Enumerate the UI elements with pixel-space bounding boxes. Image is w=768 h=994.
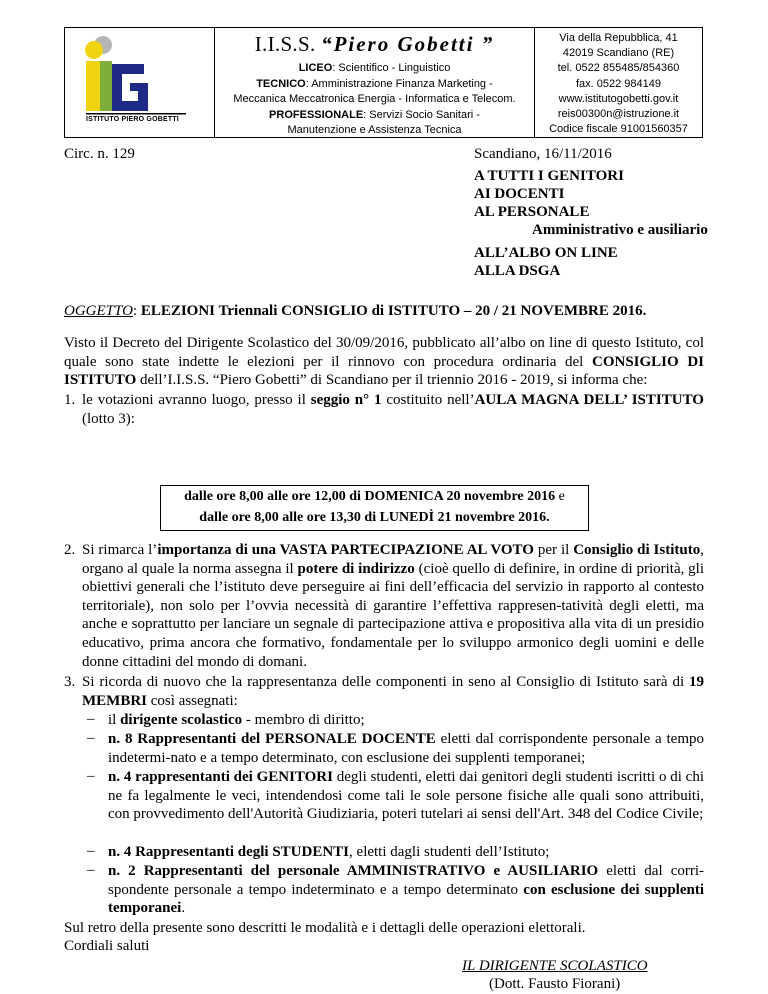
signature-title: IL DIRIGENTE SCOLASTICO: [462, 958, 648, 974]
circular-number: Circ. n. 129: [64, 146, 135, 162]
greeting: Cordiali saluti: [64, 938, 150, 954]
dash-bullet: –: [87, 862, 95, 878]
logo-text: ISTITUTO PIERO GOBETTI: [86, 116, 179, 123]
item-number-3: 3.: [64, 674, 76, 690]
list-item: n. 2 Rappresentanti del personale AMMINISTRATIVO e AUSILIARIO eletti dal corri-spondente personale a tempo indeterminato e a tempo determinato con esclusione dei supplenti temporanei.: [108, 863, 705, 917]
list-item: n. 4 Rappresentanti degli STUDENTI, eletti dagli studenti dell’Istituto;: [108, 844, 550, 860]
voting-hours-box: dalle ore 8,00 alle ore 12,00 di DOMENICA 20 novembre 2016 e dalle ore 8,00 alle ore 13,30 di LUNEDÌ 21 novembre 2016.: [160, 485, 589, 531]
item-number-2: 2.: [64, 542, 76, 558]
closing-note: Sul retro della presente sono descritti le modalità e i dettagli delle operazioni elettorali.: [64, 920, 586, 936]
school-info: [215, 28, 535, 137]
list-item: n. 4 rappresentanti dei GENITORI degli studenti, eletti dai genitori degli studenti iscritti o di chi ne fa legalmente le veci, intendendosi come tali le sole persone fisiche alle quali sono attribuiti, con provvedimento dell'Autorità Giudiziaria, poteri tutelari ai sensi dell'Art. 348 del Codice Civile;: [108, 769, 704, 823]
list-item: il dirigente scolastico - membro di diritto;: [108, 712, 365, 728]
dash-bullet: –: [87, 730, 95, 746]
letterhead: [64, 27, 703, 138]
item-number-1: 1.: [64, 392, 76, 408]
subject: OGGETTO: ELEZIONI Triennali CONSIGLIO di ISTITUTO – 20 / 21 NOVEMBRE 2016.: [64, 303, 647, 319]
school-courses: LICEO: Scientifico - Linguistico TECNICO: Amministrazione Finanza Marketing - Meccanica Meccatronica Energia - Informatica e Telecom. PROFESSIONALE: Servizi Socio Sanitari - Manutenzione e Assistenza Tecnica: [233, 62, 516, 136]
paragraph-2: Si rimarca l’importanza di una VASTA PARTECIPAZIONE AL VOTO per il Consiglio di Istituto, organo al quale la norma assegna il potere di indirizzo (cioè quello di definire, in ordine di priorità, gli obiettivi generali che l’istituto deve perseguire ai fini dell’efficacia del servizio in rapporto al contesto territoriale), non solo per l’ovvia necessità di garantire l’effettiva rappresen-tatività degli eletti, ma anche e soprattutto per lanciare un segnale di partecipazione attiva e propositiva alla vita di un presidio educativo, prima ancora che formativo, fondamentale per lo sviluppo armonico degli uomini e delle donne cittadini del mondo di domani.: [82, 542, 704, 670]
intro-paragraph: Visto il Decreto del Dirigente Scolastico del 30/09/2016, pubblicato all’albo on line di questo Istituto, col quale sono state indette le elezioni per il rinnovo con procedura ordinaria del CONSIGLIO DI ISTITUTO dell’I.I.S.S. “Piero Gobetti” di Scandiano per il triennio 2016 - 2019, si informa che:: [64, 335, 704, 389]
dash-bullet: –: [87, 768, 95, 784]
school-address: Via della Repubblica, 41 42019 Scandiano (RE) tel. 0522 855485/854360 fax. 0522 984149 www.istitutogobetti.gov.it reis00300n@istruzione.it Codice fiscale 91001560357: [549, 32, 688, 136]
school-title: I.I.S.S. “Piero Gobetti ”: [254, 32, 495, 56]
list-item: n. 8 Rappresentanti del PERSONALE DOCENTE eletti dal corrispondente personale a tempo indetermi-nato e a tempo determinato, con esclusione dei supplenti temporanei;: [108, 731, 704, 766]
school-logo: [65, 28, 215, 137]
paragraph-1: le votazioni avranno luogo, presso il seggio n° 1 costituito nell’AULA MAGNA DELL’ ISTITUTO (lotto 3):: [82, 392, 704, 427]
date: Scandiano, 16/11/2016: [474, 146, 612, 162]
signature-name: (Dott. Fausto Fiorani): [489, 976, 621, 992]
school-name: “Piero Gobetti ”: [321, 32, 495, 56]
paragraph-3: Si ricorda di nuovo che la rappresentanza delle componenti in seno al Consiglio di Istituto sarà di 19 MEMBRI così assegnati:: [82, 674, 704, 709]
dash-bullet: –: [87, 843, 95, 859]
dash-bullet: –: [87, 711, 95, 727]
